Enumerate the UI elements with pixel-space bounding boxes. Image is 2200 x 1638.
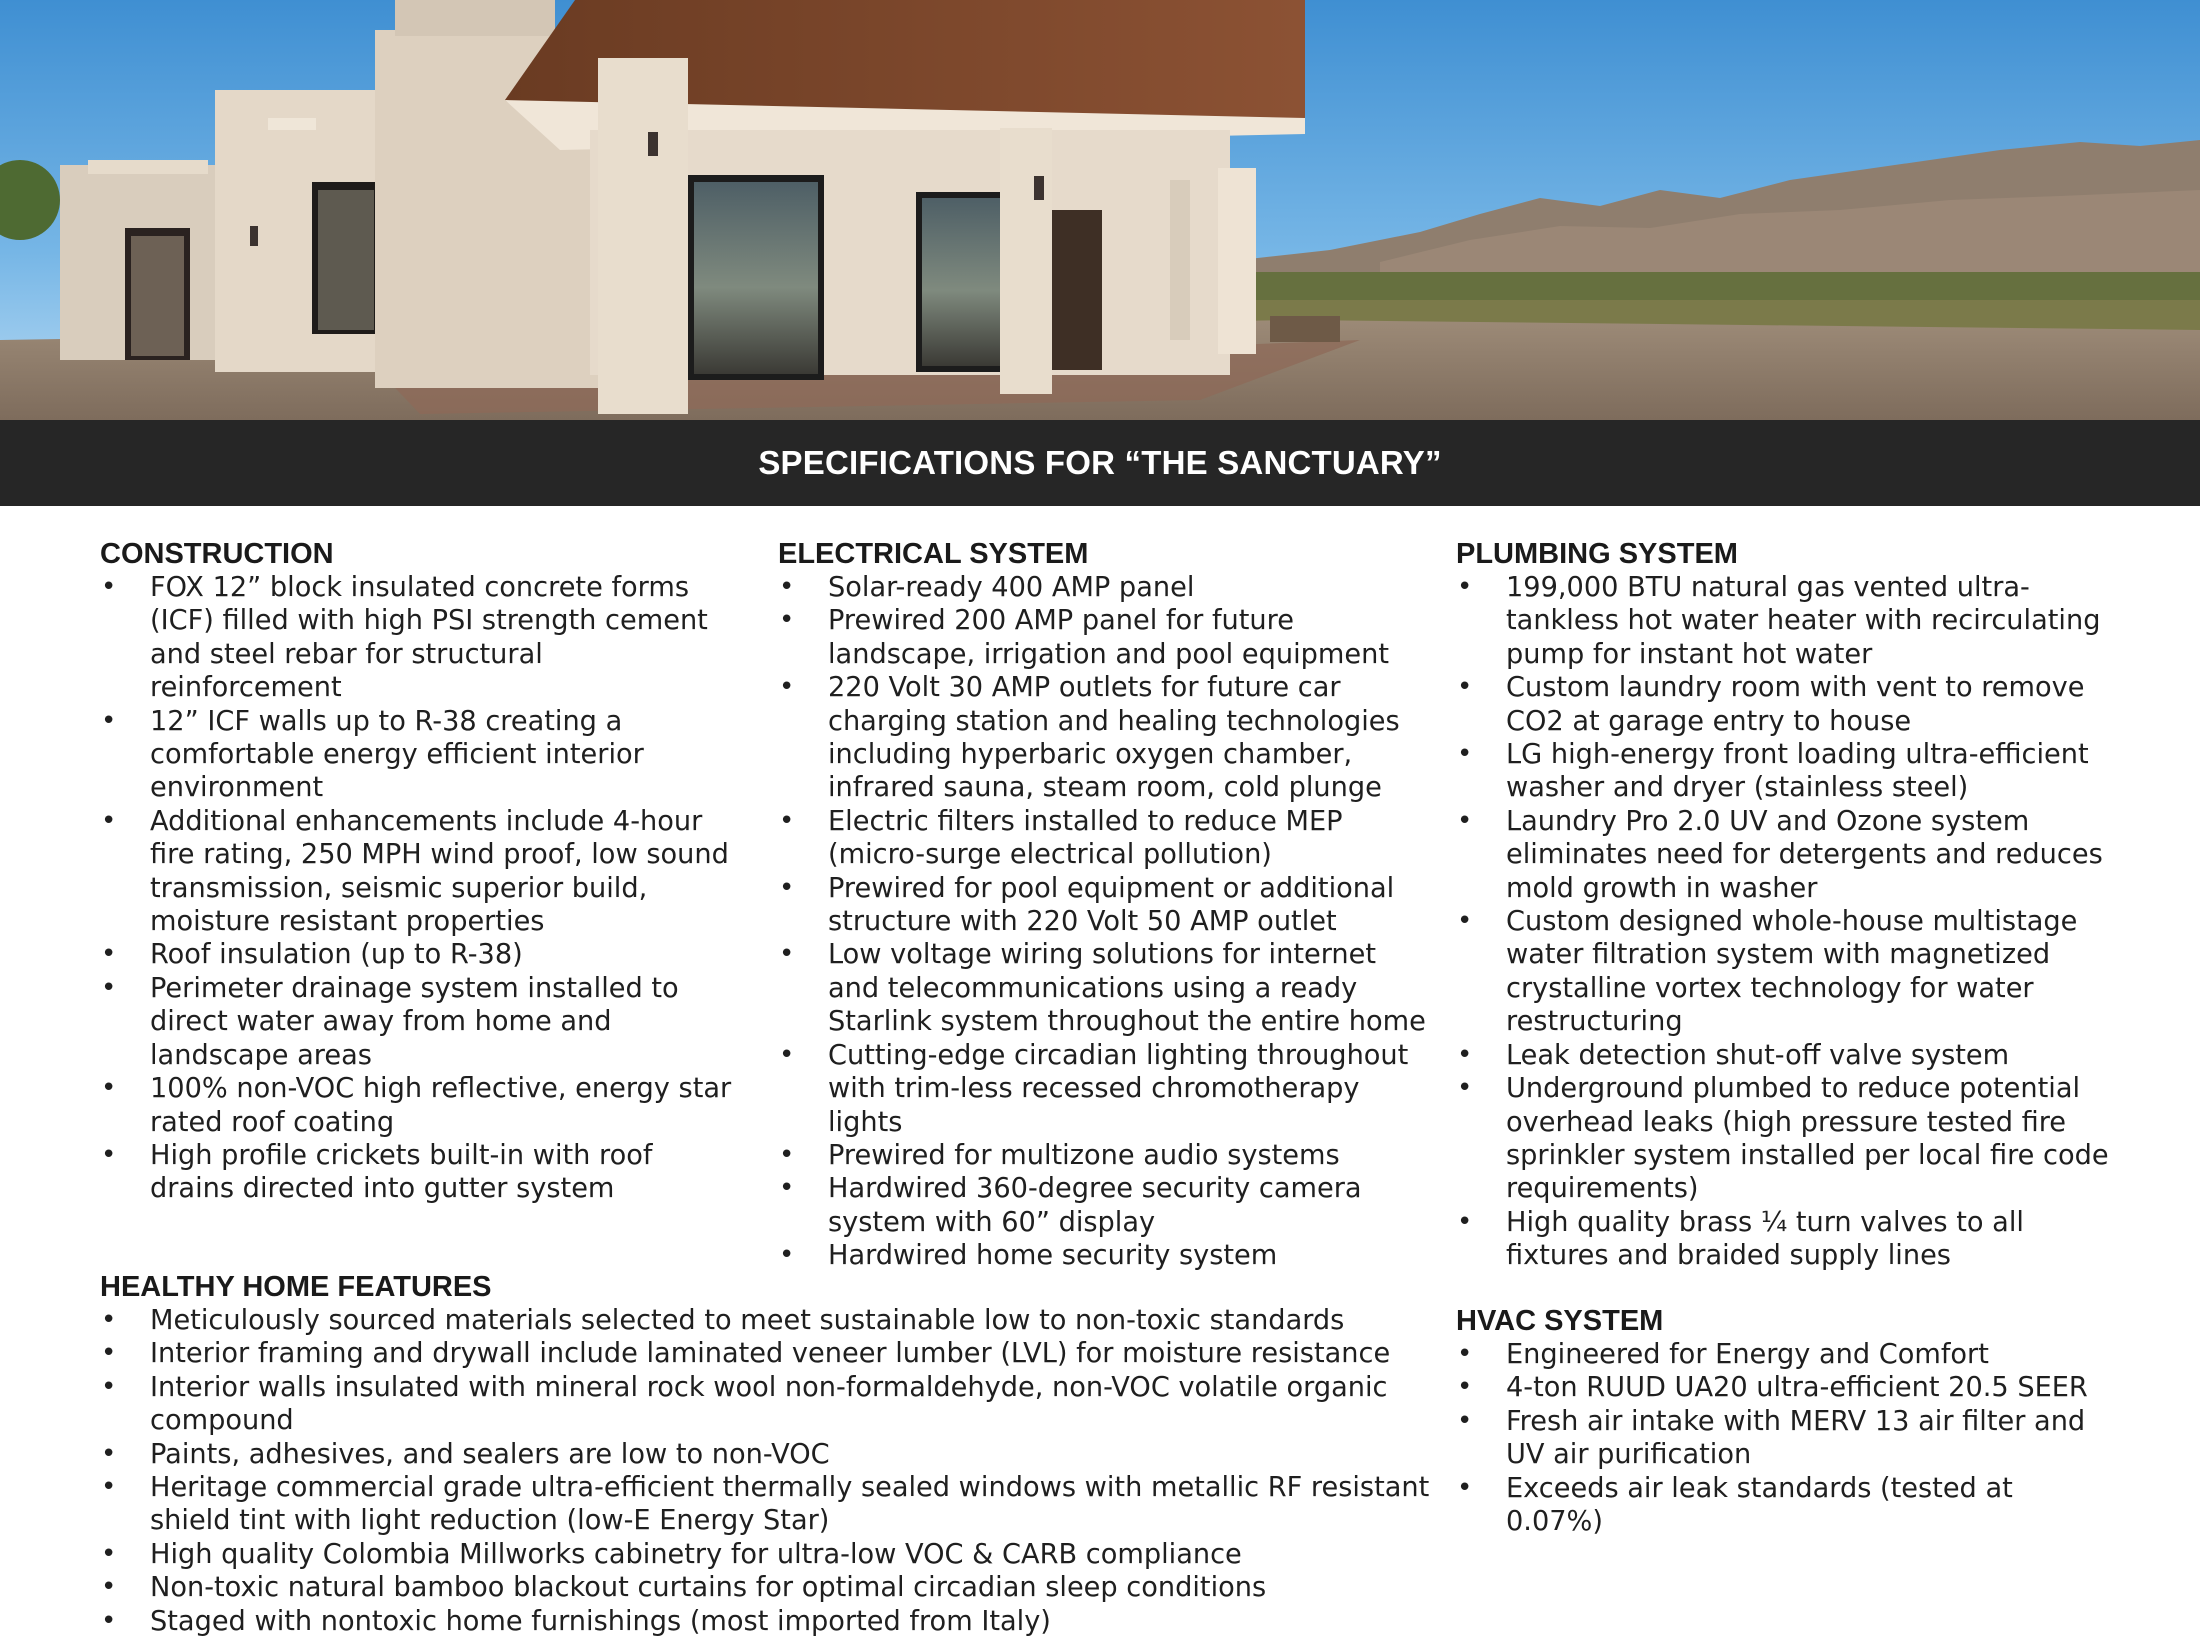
list-item: • 220 Volt 30 AMP outlets for future car charging station and healing technologies including hyperbaric oxygen chamber, infrared sauna, steam room, cold plunge: [778, 671, 1428, 805]
list-item: • FOX 12” block insulated concrete forms (ICF) filled with high PSI strength cement and steel rebar for structural reinforcement: [100, 571, 740, 705]
list-item: • Prewired 200 AMP panel for future landscape, irrigation and pool equipment: [778, 604, 1428, 671]
page-title: SPECIFICATIONS FOR “THE SANCTUARY”: [758, 444, 1442, 481]
list-item: • High quality Colombia Millworks cabinetry for ultra-low VOC & CARB compliance: [100, 1538, 1440, 1571]
list-item: • Low voltage wiring solutions for internet and telecommunications using a ready Starlink system throughout the entire home: [778, 938, 1428, 1038]
list-item: • Engineered for Energy and Comfort: [1456, 1338, 2116, 1371]
list-item: • Leak detection shut-off valve system: [1456, 1039, 2116, 1072]
list-item: • Fresh air intake with MERV 13 air filter and UV air purification: [1456, 1405, 2116, 1472]
list-item: • Heritage commercial grade ultra-efficient thermally sealed windows with metallic RF resistant shield tint with light reduction (low-E Energy Star): [100, 1471, 1440, 1538]
list-item: • High quality brass ¼ turn valves to all fixtures and braided supply lines: [1456, 1206, 2116, 1273]
list-item: • Laundry Pro 2.0 UV and Ozone system eliminates need for detergents and reduces mold growth in washer: [1456, 805, 2116, 905]
list-item: • Hardwired 360-degree security camera system with 60” display: [778, 1172, 1428, 1239]
list-item: • Underground plumbed to reduce potential overhead leaks (high pressure tested fire sprinkler system installed per local fire code requirements): [1456, 1072, 2116, 1206]
list-item: • Solar-ready 400 AMP panel: [778, 571, 1428, 604]
healthy-home-heading: HEALTHY HOME FEATURES: [100, 1271, 492, 1303]
healthy-home-list: [100, 1304, 1440, 1638]
list-item: • Paints, adhesives, and sealers are low to non-VOC: [100, 1438, 1440, 1471]
hvac-heading: HVAC SYSTEM: [1456, 1305, 1664, 1337]
list-item: • Prewired for pool equipment or additional structure with 220 Volt 50 AMP outlet: [778, 872, 1428, 939]
list-item: • Exceeds air leak standards (tested at 0.07%): [1456, 1472, 2116, 1539]
title-bar: [0, 420, 2200, 506]
plumbing-heading: PLUMBING SYSTEM: [1456, 538, 1738, 570]
construction-list: [100, 571, 740, 1206]
list-item: • 4-ton RUUD UA20 ultra-efficient 20.5 SEER: [1456, 1371, 2116, 1404]
list-item: • Interior framing and drywall include laminated veneer lumber (LVL) for moisture resistance: [100, 1337, 1440, 1370]
electrical-heading: ELECTRICAL SYSTEM: [778, 538, 1089, 570]
electrical-section: [778, 538, 1428, 1273]
list-item: • Additional enhancements include 4-hour fire rating, 250 MPH wind proof, low sound transmission, seismic superior build, moisture resistant properties: [100, 805, 740, 939]
hvac-section: [1456, 1305, 2116, 1538]
list-item: • Custom designed whole-house multistage water filtration system with magnetized crystalline vortex technology for water restructuring: [1456, 905, 2116, 1039]
plumbing-list: [1456, 571, 2116, 1273]
construction-section: [100, 538, 740, 1206]
list-item: • Cutting-edge circadian lighting throughout with trim-less recessed chromotherapy lights: [778, 1039, 1428, 1139]
list-item: • Meticulously sourced materials selected to meet sustainable low to non-toxic standards: [100, 1304, 1440, 1337]
list-item: • 199,000 BTU natural gas vented ultra-tankless hot water heater with recirculating pump for instant hot water: [1456, 571, 2116, 671]
list-item: • Interior walls insulated with mineral rock wool non-formaldehyde, non-VOC volatile organic compound: [100, 1371, 1440, 1438]
list-item: • Roof insulation (up to R-38): [100, 938, 740, 971]
list-item: • 12” ICF walls up to R-38 creating a comfortable energy efficient interior environment: [100, 705, 740, 805]
electrical-list: [778, 571, 1428, 1273]
list-item: • High profile crickets built-in with roof drains directed into gutter system: [100, 1139, 740, 1206]
list-item: • Prewired for multizone audio systems: [778, 1139, 1428, 1172]
plumbing-section: [1456, 538, 2116, 1273]
list-item: • LG high-energy front loading ultra-efficient washer and dryer (stainless steel): [1456, 738, 2116, 805]
list-item: • Electric filters installed to reduce MEP (micro-surge electrical pollution): [778, 805, 1428, 872]
list-item: • Custom laundry room with vent to remove CO2 at garage entry to house: [1456, 671, 2116, 738]
list-item: • Staged with nontoxic home furnishings (most imported from Italy): [100, 1605, 1440, 1638]
list-item: • Hardwired home security system: [778, 1239, 1428, 1272]
list-item: • Non-toxic natural bamboo blackout curtains for optimal circadian sleep conditions: [100, 1571, 1440, 1604]
list-item: • 100% non-VOC high reflective, energy star rated roof coating: [100, 1072, 740, 1139]
hvac-list: [1456, 1338, 2116, 1538]
list-item: • Perimeter drainage system installed to direct water away from home and landscape areas: [100, 972, 740, 1072]
construction-heading: CONSTRUCTION: [100, 538, 334, 570]
hero-photo: [0, 0, 2200, 420]
healthy-home-section: [100, 1271, 1440, 1638]
